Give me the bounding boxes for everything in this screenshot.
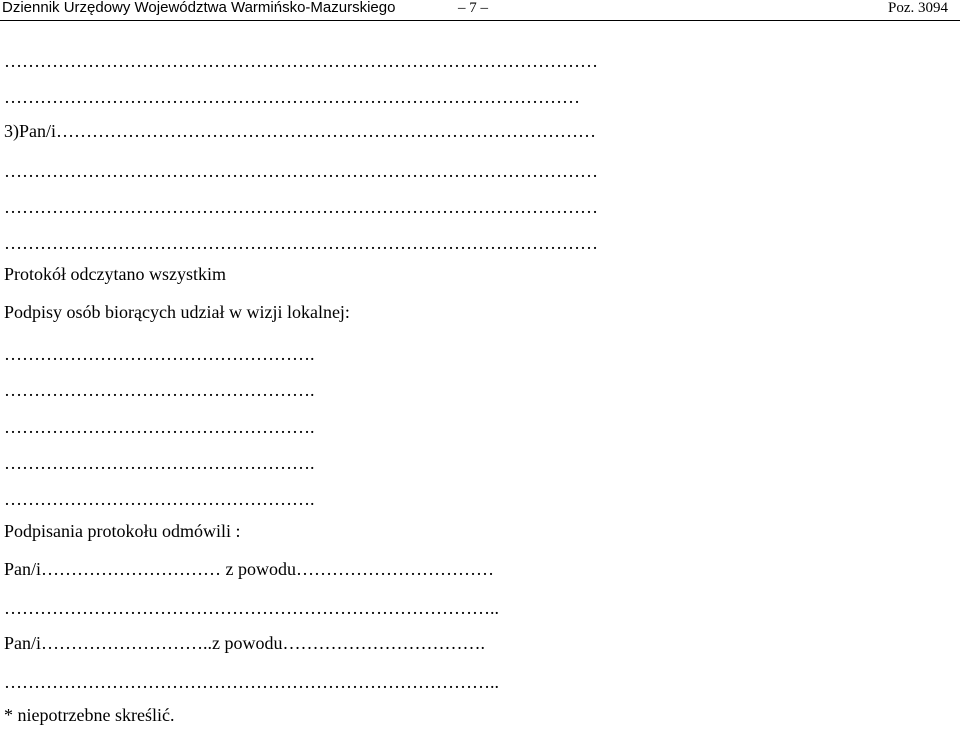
dotted-line: ……………………………………………………………………………………… — [4, 197, 598, 217]
refused-heading: Podpisania protokołu odmówili : — [4, 521, 241, 541]
signature-line: ……………………………………………. — [4, 417, 315, 437]
position-number: Poz. 3094 — [888, 0, 948, 16]
protocol-read-statement: Protokół odczytano wszystkim — [4, 264, 226, 284]
journal-title: Dziennik Urzędowy Województwa Warmińsko-Mazurskiego — [2, 0, 396, 16]
page-header — [0, 0, 960, 21]
dotted-line: ……………………………………………………………………………………… — [4, 233, 598, 253]
refusal-line-2-continuation: ……………………………………………………………………….. — [4, 672, 499, 692]
signature-line: ……………………………………………. — [4, 489, 315, 509]
signature-line: ……………………………………………. — [4, 344, 315, 364]
refusal-line-1: Pan/i………………………… z powodu…………………………… — [4, 559, 494, 579]
witness-3-line: 3)Pan/i……………………………………………………………………………… — [4, 121, 596, 141]
footnote: * niepotrzebne skreślić. — [4, 705, 175, 725]
signature-line: ……………………………………………. — [4, 380, 315, 400]
refusal-line-2: Pan/i………………………..z powodu……………………………. — [4, 633, 485, 653]
signature-line: ……………………………………………. — [4, 453, 315, 473]
refusal-line-1-continuation: ……………………………………………………………………….. — [4, 598, 499, 618]
dotted-line: ……………………………………………………………………………………… — [4, 161, 598, 181]
dotted-line: …………………………………………………………………………………… — [4, 87, 580, 107]
dotted-line: ……………………………………………………………………………………… — [4, 51, 598, 71]
signatures-heading: Podpisy osób biorących udział w wizji lokalnej: — [4, 302, 350, 322]
page-number: – 7 – — [458, 0, 488, 16]
